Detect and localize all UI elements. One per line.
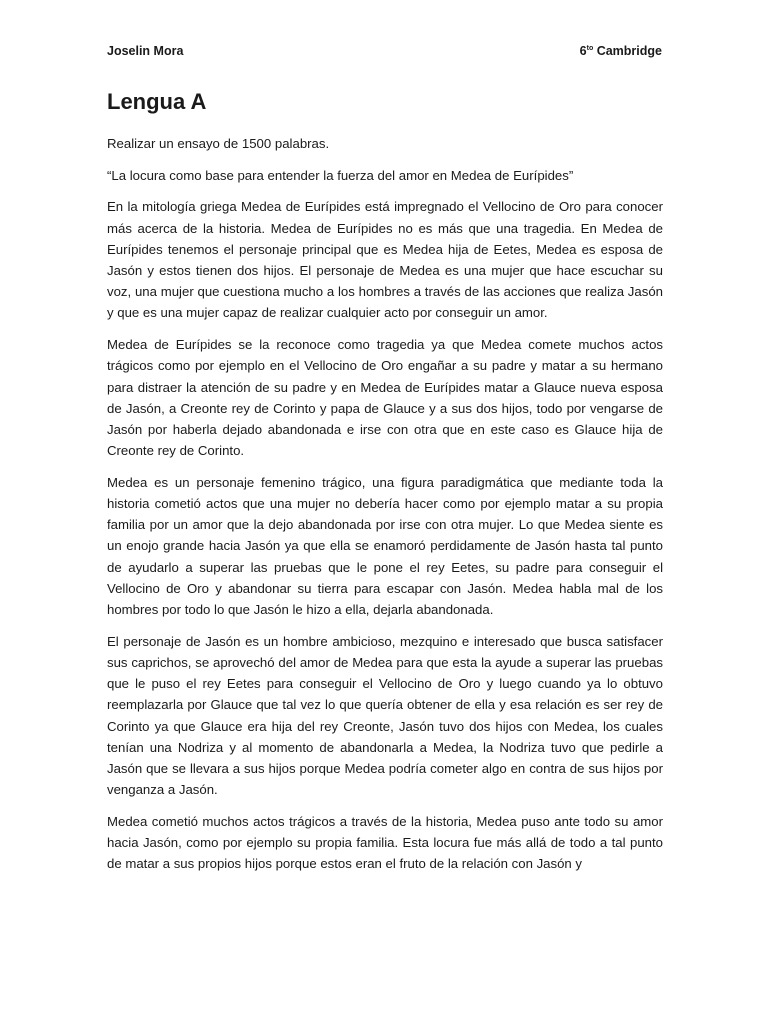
paragraph-4: El personaje de Jasón es un hombre ambicioso, mezquino e interesado que busca satisfacer sus caprichos, se aprovechó del amor de Medea para que esta la ayude a superar las pruebas que le puso el rey Eetes para conseguir el Vellocino de Oro y luego cuando ya lo obtuvo reemplazarla por Glauce que tal vez lo que quería obtener de ella y esa relación es ser rey de Corinto ya que Glauce era hija del rey Creonte, Jasón tuvo dos hijos con Medea, los cuales tenían una Nodriza y al momento de abandonarla a Medea, la Nodriza tuvo que pedirle a Jasón que se llevara a sus hijos porque Medea podría cometer algo en contra de sus hijos por venganza a Jasón. bbox=[107, 633, 663, 798]
instruction-text: Realizar un ensayo de 1500 palabras. bbox=[107, 136, 330, 151]
class-suffix: to bbox=[586, 45, 594, 52]
paragraph-5: Medea cometió muchos actos trágicos a través de la historia, Medea puso ante todo su amor hacia Jasón, como por ejemplo su propia familia. Esta locura fue más allá de todo a tal punto de matar a sus propios hijos porque estos eran el fruto de la relación con Jasón y bbox=[107, 813, 663, 872]
document-title: Lengua A bbox=[107, 89, 207, 114]
class-name: Cambridge bbox=[596, 44, 662, 58]
paragraph-1: En la mitología griega Medea de Eurípides está impregnado el Vellocino de Oro para conocer más acerca de la historia. Medea de Eurípides no es más que una tragedia. En Medea de Eurípides tenemos el personaje principal que es Medea hija de Eetes, Medea es esposa de Jasón y estos tienen dos hijos. El personaje de Medea es una mujer que hace escuchar su voz, una mujer que cuestiona mucho a los hombres a través de las acciones que realiza Jasón y que es una mujer capaz de realizar cualquier acto por conseguir un amor. bbox=[107, 199, 663, 321]
paragraph-2: Medea de Eurípides se la reconoce como tragedia ya que Medea comete muchos actos trágicos como por ejemplo en el Vellocino de Oro engañar a su padre y matar a su hermano para distraer la atención de su padre y en Medea de Eurípides matar a Glauce nueva esposa de Jasón, a Creonte rey de Corinto y papa de Glauce y a sus dos hijos, todo por vengarse de Jasón por haberla dejado abandonada e irse con otra que en este caso es Glauce hija de Creonte rey de Corinto. bbox=[107, 337, 663, 459]
class-number: 6 bbox=[579, 44, 587, 58]
essay-title: “La locura como base para entender la fuerza del amor en Medea de Eurípides” bbox=[107, 167, 574, 183]
class-label bbox=[580, 44, 662, 58]
document-body bbox=[107, 133, 663, 885]
author-name: Joselin Mora bbox=[107, 44, 184, 58]
paragraph-3: Medea es un personaje femenino trágico, una figura paradigmática que mediante toda la historia cometió actos que una mujer no debería hacer como por ejemplo matar a su propia familia por un amor que la dejo abandonada por irse con otra mujer. Lo que Medea siente es un enojo grande hacia Jasón ya que ella se enamoró perdidamente de Jasón hasta tal punto de ayudarlo a superar las pruebas que le pone el rey Eetes, su padre para conseguir el Vellocino de Oro y abandonar su tierra para escapar con Jasón. Medea habla mal de los hombres por todo lo que Jasón le hizo a ella, dejarla abandonada. bbox=[107, 474, 663, 618]
